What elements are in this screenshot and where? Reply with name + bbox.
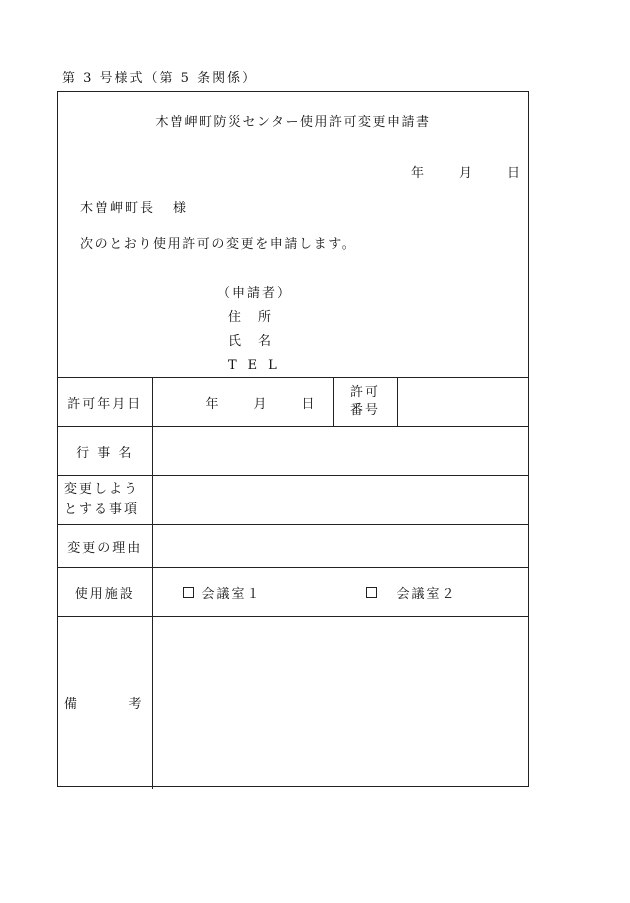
change-reason-row: [58, 525, 528, 568]
checkbox-icon[interactable]: [183, 587, 194, 598]
event-name-row: [58, 427, 528, 476]
change-item-label-line1: 変更しよう: [64, 482, 140, 497]
date-year-label: 年: [410, 166, 424, 181]
applicant-tel-label: TEL: [228, 358, 288, 373]
applicant-name-label: 氏 名: [228, 334, 274, 349]
facility-options: [152, 568, 528, 617]
applicant-address-label: 住 所: [228, 310, 274, 325]
date-day-label: 日: [506, 166, 520, 181]
date-month-label: 月: [458, 166, 472, 181]
form-header: [58, 92, 528, 377]
permit-date-label: 許可年月日: [58, 378, 152, 427]
intro-text: 次のとおり使用許可の変更を申請します。: [80, 237, 357, 252]
permit-number-label-line2: 番号: [349, 403, 380, 418]
change-reason-label: 変更の理由: [58, 525, 152, 568]
application-form: [57, 91, 529, 787]
permit-date-row: [58, 378, 528, 427]
change-item-label-line2: とする事項: [64, 502, 140, 517]
permit-number-label-line1: 許可: [349, 385, 380, 400]
permit-date-field[interactable]: [152, 378, 333, 427]
applicant-block: [217, 282, 292, 378]
change-reason-field[interactable]: [152, 525, 528, 568]
addressee-name: 木曽岬町長: [80, 201, 156, 216]
event-name-field[interactable]: [152, 427, 528, 476]
addressee-honorific: 様: [173, 201, 189, 216]
application-date[interactable]: [376, 162, 520, 181]
document-title: 木曽岬町防災センター使用許可変更申請書: [155, 115, 431, 130]
facility-label: 使用施設: [58, 568, 152, 617]
form-code: 第 3 号様式（第 5 条関係）: [62, 71, 258, 86]
change-item-label: [58, 476, 152, 525]
permit-number-label: [333, 378, 397, 427]
applicant-heading: （申請者）: [217, 286, 293, 301]
remarks-label: [58, 617, 152, 789]
checkbox-icon[interactable]: [366, 587, 377, 598]
remarks-label-char1: 備: [64, 697, 78, 713]
permit-number-field[interactable]: [397, 378, 528, 427]
remarks-row: [58, 617, 528, 789]
event-name-label: 行 事 名: [58, 427, 152, 476]
permit-day-unit: 日: [301, 396, 315, 412]
addressee: [80, 197, 188, 216]
remarks-field[interactable]: [152, 617, 528, 789]
change-item-row: [58, 476, 528, 525]
facility-option-2[interactable]: [366, 587, 457, 602]
remarks-label-char2: 考: [128, 697, 142, 713]
facility-option-1[interactable]: [183, 587, 262, 602]
change-item-field[interactable]: [152, 476, 528, 525]
facility-row: [58, 568, 528, 617]
permit-month-unit: 月: [253, 396, 267, 412]
form-table: [58, 377, 528, 789]
permit-year-unit: 年: [205, 396, 219, 412]
facility-option-1-label: 会議室１: [201, 586, 262, 602]
facility-option-2-label: 会議室２: [396, 586, 457, 602]
